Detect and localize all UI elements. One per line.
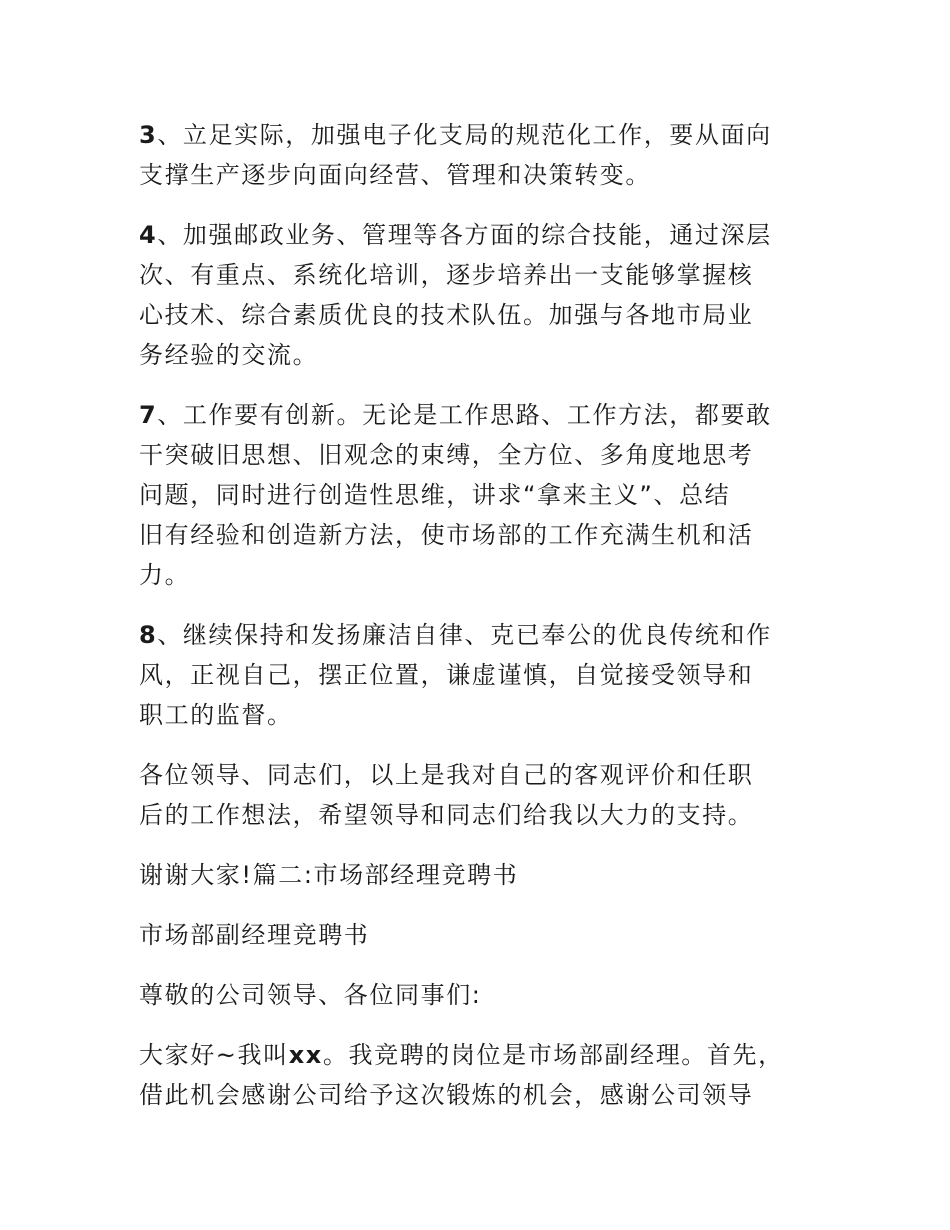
text-line: 7、工作要有创新。无论是工作思路、工作方法，都要敢 — [139, 401, 772, 429]
salutation — [139, 975, 829, 1015]
thanks-paragraph — [139, 855, 829, 895]
item-number: 8 — [139, 621, 158, 649]
text-line: 借此机会感谢公司给予这次锻炼的机会，感谢公司领导 — [139, 1081, 754, 1109]
text-line: 8、继续保持和发扬廉洁自律、克已奉公的优良传统和作 — [139, 621, 772, 649]
text-line: 4、加强邮政业务、管理等各方面的综合技能，通过深层 — [139, 221, 772, 249]
text-line: 次、有重点、系统化培训，逐步培养出一支能够掌握核 — [139, 261, 754, 289]
text-line: 问题，同时进行创造性思维，讲求“拿来主义”、总结 — [139, 481, 731, 509]
text-line: 职工的监督。 — [139, 701, 293, 729]
text-line: 大家好~我叫xx。我竞聘的岗位是市场部副经理。首先， — [139, 1041, 784, 1069]
text-line: 3、立足实际，加强电子化支局的规范化工作，要从面向 — [139, 121, 772, 149]
item-number: 4 — [139, 221, 158, 249]
paragraph-4 — [139, 215, 829, 375]
intro-paragraph — [139, 1035, 829, 1115]
text-line: 各位领导、同志们，以上是我对自己的客观评价和任职 — [139, 761, 754, 789]
name-placeholder: xx — [288, 1041, 323, 1069]
item-number: 7 — [139, 401, 158, 429]
item-number: 3 — [139, 121, 158, 149]
text-line: 力。 — [139, 561, 191, 589]
paragraph-3 — [139, 115, 829, 195]
text-line: 心技术、综合素质优良的技术队伍。加强与各地市局业 — [139, 301, 754, 329]
closing-paragraph — [139, 755, 829, 835]
paragraph-8 — [139, 615, 829, 735]
text-line: 支撑生产逐步向面向经营、管理和决策转变。 — [139, 161, 651, 189]
paragraph-7 — [139, 395, 829, 595]
text-line: 旧有经验和创造新方法，使市场部的工作充满生机和活 — [139, 521, 754, 549]
text-line: 谢谢大家!篇二:市场部经理竞聘书 — [139, 861, 519, 889]
section-title — [139, 915, 829, 955]
document-page — [139, 115, 829, 1135]
text-line: 市场部副经理竞聘书 — [139, 921, 370, 949]
text-line: 后的工作想法，希望领导和同志们给我以大力的支持。 — [139, 801, 754, 829]
text-line: 干突破旧思想、旧观念的束缚，全方位、多角度地思考 — [139, 441, 754, 469]
text-line: 风，正视自己，摆正位置，谦虚谨慎，自觉接受领导和 — [139, 661, 754, 689]
text-line: 务经验的交流。 — [139, 341, 319, 369]
text-line: 尊敬的公司领导、各位同事们: — [139, 981, 482, 1009]
